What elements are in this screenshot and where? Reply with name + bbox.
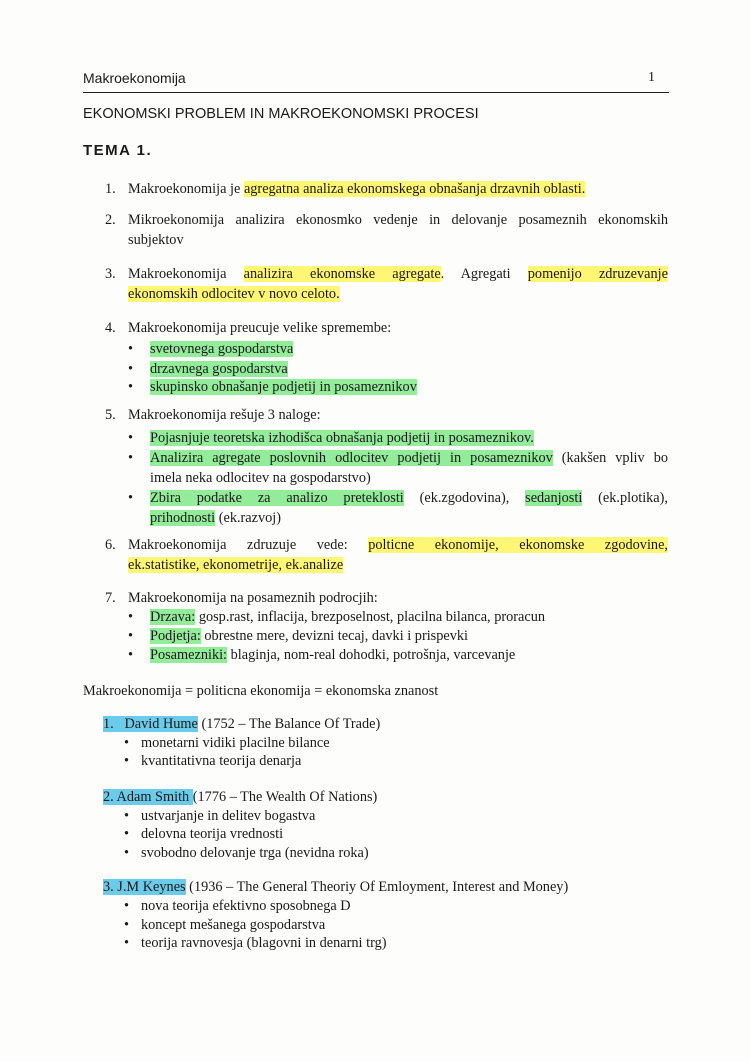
text-line	[128, 285, 340, 303]
text-segment: Makroekonomija zdruzuje vede:	[128, 537, 369, 553]
highlighted-text: sedanjosti	[525, 490, 583, 506]
highlighted-text: polticne ekonomije, ekonomske zgodovine,	[368, 537, 668, 553]
text-segment: subjektov	[128, 232, 184, 248]
text-segment: (ek.zgodovina),	[403, 490, 526, 506]
list-number: 1.	[105, 181, 116, 197]
text-line	[150, 340, 293, 358]
text-line	[141, 844, 369, 862]
text-line	[128, 589, 378, 607]
text-line	[141, 825, 283, 843]
text-segment: (ek.razvoj)	[215, 510, 282, 526]
highlighted-text: Analizira agregate poslovnih odlocitev podjetij in posameznikov	[150, 450, 553, 466]
text-line	[150, 627, 468, 645]
text-segment: (1776 – The Wealth Of Nations)	[192, 789, 378, 805]
text-line	[128, 231, 184, 249]
list-number: 4.	[105, 320, 116, 336]
bullet-icon: •	[124, 845, 130, 861]
bullet-icon: •	[128, 341, 134, 357]
text-line	[141, 734, 330, 752]
text-line	[141, 897, 351, 915]
bullet-icon: •	[124, 898, 130, 914]
bullet-icon: •	[124, 808, 130, 824]
list-number: 7.	[105, 590, 116, 606]
list-number: 2.	[105, 212, 116, 228]
text-line	[128, 211, 668, 229]
highlighted-text: Posamezniki:	[150, 647, 228, 663]
bullet-icon: •	[128, 450, 134, 466]
list-number: 3.	[105, 266, 116, 282]
text-segment: kvantitativna teorija denarja	[141, 753, 302, 769]
text-segment: nova teorija efektivno sposobnega D	[141, 898, 351, 914]
text-segment: delovna teorija vrednosti	[141, 826, 284, 842]
bullet-icon: •	[124, 935, 130, 951]
bullet-icon: •	[128, 647, 134, 663]
header-rule	[83, 92, 669, 93]
text-line	[141, 752, 301, 770]
bullet-icon: •	[128, 361, 134, 377]
bullet-icon: •	[128, 430, 134, 446]
text-line	[128, 536, 668, 554]
text-line	[103, 788, 377, 806]
text-segment: . Agregati	[440, 266, 528, 282]
text-line	[141, 934, 386, 952]
highlighted-text: 2. Adam Smith	[103, 789, 193, 805]
text-segment: Makroekonomija na posameznih podrocjih:	[128, 590, 378, 606]
highlighted-text: agregatna analiza ekonomskega obnašanja drzavnih oblasti.	[243, 181, 586, 197]
bullet-icon: •	[128, 379, 134, 395]
text-segment: svobodno delovanje trga (nevidna roka)	[141, 845, 369, 861]
highlighted-text: Pojasnjuje teoretska izhodišca obnašanja podjetij in posameznikov.	[150, 430, 534, 446]
page-number: 1	[648, 70, 655, 85]
text-line	[141, 807, 315, 825]
document-title: EKONOMSKI PROBLEM IN MAKROEKONOMSKI PROCESI	[83, 106, 479, 122]
text-segment: teorija ravnovesja (blagovni in denarni trg)	[141, 935, 387, 951]
text-line	[128, 406, 321, 424]
text-line	[150, 608, 545, 626]
text-segment: Makroekonomija rešuje 3 naloge:	[128, 407, 321, 423]
text-line	[150, 449, 668, 467]
highlighted-text: analizira ekonomske agregate	[243, 266, 441, 282]
text-segment: Makroekonomija	[128, 266, 244, 282]
highlighted-text: Drzava:	[150, 609, 196, 625]
list-number: 5.	[105, 407, 116, 423]
bullet-icon: •	[124, 826, 130, 842]
bullet-icon: •	[124, 753, 130, 769]
text-line	[150, 360, 288, 378]
highlighted-text: ekonomskih odlocitev v novo celoto.	[128, 286, 340, 302]
highlighted-text: 1. David Hume	[103, 716, 198, 732]
text-line	[150, 429, 534, 447]
bullet-icon: •	[124, 735, 130, 751]
highlighted-text: pomenijo zdruzevanje	[527, 266, 668, 282]
section-heading: TEMA 1.	[83, 142, 153, 159]
text-segment: Makroekonomija preucuje velike spremembe:	[128, 320, 392, 336]
text-line	[128, 556, 343, 574]
highlighted-text: ek.statistike, ekonometrije, ek.analize	[128, 557, 344, 573]
text-line	[150, 469, 371, 487]
text-segment: obrestne mere, devizni tecaj, davki i prispevki	[200, 628, 469, 644]
highlighted-text: drzavnega gospodarstva	[150, 361, 288, 377]
highlighted-text: 3. J.M Keynes	[103, 879, 186, 895]
text-line	[103, 878, 568, 896]
text-line	[150, 378, 417, 396]
text-segment: imela neka odlocitev na gospodarstvo)	[150, 470, 371, 486]
bullet-icon: •	[128, 628, 134, 644]
text-segment: (kakšen vpliv bo	[552, 450, 669, 466]
text-line	[150, 509, 281, 527]
text-line	[150, 646, 515, 664]
bullet-icon: •	[128, 609, 134, 625]
text-line	[103, 715, 380, 733]
list-number: 6.	[105, 537, 116, 553]
text-line	[128, 319, 391, 337]
text-line	[128, 265, 668, 283]
text-segment: monetarni vidiki placilne bilance	[141, 735, 330, 751]
text-segment: ustvarjanje in delitev bogastva	[141, 808, 316, 824]
bullet-icon: •	[128, 490, 134, 506]
highlighted-text: Zbira podatke za analizo preteklosti	[150, 490, 404, 506]
highlighted-text: svetovnega gospodarstva	[150, 341, 294, 357]
text-line	[141, 916, 325, 934]
text-segment: blaginja, nom-real dohodki, potrošnja, varcevanje	[227, 647, 516, 663]
text-segment: gosp.rast, inflacija, brezposelnost, placilna bilanca, proracun	[195, 609, 546, 625]
bullet-icon: •	[124, 917, 130, 933]
highlighted-text: skupinsko obnašanje podjetij in posameznikov	[150, 379, 417, 395]
text-segment: koncept mešanega gospodarstva	[141, 917, 326, 933]
running-header: Makroekonomija	[83, 70, 186, 86]
text-line	[128, 180, 585, 198]
text-segment: Mikroekonomija analizira ekonosmko vedenje in delovanje posameznih ekonomskih	[128, 212, 668, 228]
text-segment: (ek.plotika),	[582, 490, 668, 506]
text-line	[83, 682, 438, 700]
text-segment: (1752 – The Balance Of Trade)	[197, 716, 381, 732]
highlighted-text: prihodnosti	[150, 510, 216, 526]
text-segment: Makroekonomija = politicna ekonomija = ekonomska znanost	[83, 683, 439, 699]
text-segment: (1936 – The General Theoriy Of Emloyment, Interest and Money)	[185, 879, 569, 895]
text-segment: Makroekonomija je	[128, 181, 244, 197]
highlighted-text: Podjetja:	[150, 628, 201, 644]
text-line	[150, 489, 668, 507]
